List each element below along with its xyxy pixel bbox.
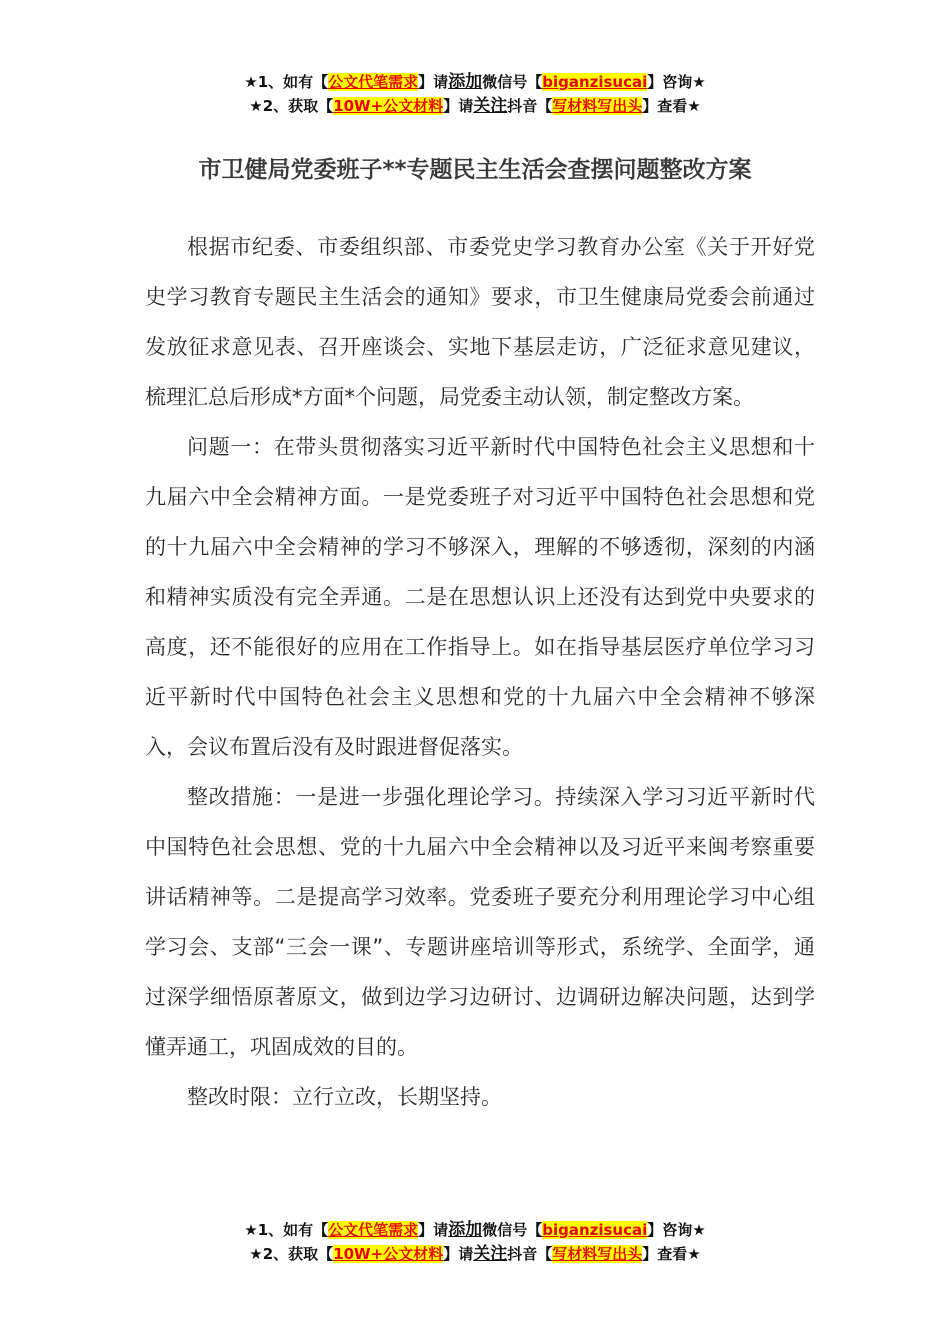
banner-text: 】请 — [418, 1221, 449, 1239]
highlight-wechat-id: biganzisucai — [542, 73, 648, 91]
highlight-wechat-id: biganzisucai — [542, 1221, 648, 1239]
top-banner — [0, 70, 950, 118]
emphasis-add: 添加 — [448, 72, 483, 92]
banner-text: 】查看★ — [642, 97, 701, 115]
highlight-douyin: 写材料写出头 — [552, 97, 643, 115]
highlight-douyin: 写材料写出头 — [552, 1245, 643, 1263]
paragraph-intro: 根据市纪委、市委组织部、市委党史学习教育办公室《关于开好党史学习教育专题民主生活会的通知》要求，市卫生健康局党委会前通过发放征求意见表、召开座谈会、实地下基层走访，广泛征求意见建议，梳理汇总后形成*方面*个问题，局党委主动认领，制定整改方案。 — [145, 235, 815, 409]
banner-text: 微信号【 — [482, 1221, 543, 1239]
highlight-service: 公文代笔需求 — [328, 1221, 419, 1239]
emphasis-follow: 关注 — [473, 1244, 508, 1264]
banner-line-1 — [0, 70, 950, 94]
paragraph-deadline: 整改时限：立行立改，长期坚持。 — [187, 1085, 502, 1109]
banner-text: 】咨询★ — [647, 1221, 706, 1239]
document-body — [145, 222, 815, 1122]
highlight-materials: 10W+公文材料 — [333, 97, 444, 115]
banner-text: 】请 — [418, 73, 449, 91]
banner-line-1 — [0, 1218, 950, 1242]
banner-text: ★2、获取【 — [249, 1245, 334, 1263]
highlight-service: 公文代笔需求 — [328, 73, 419, 91]
banner-text: 微信号【 — [482, 73, 543, 91]
paragraph-problem-one: 问题一：在带头贯彻落实习近平新时代中国特色社会主义思想和十九届六中全会精神方面。一是党委班子对习近平中国特色社会思想和党的十九届六中全会精神的学习不够深入，理解的不够透彻，深刻的内涵和精神实质没有完全弄通。二是在思想认识上还没有达到党中央要求的高度，还不能很好的应用在工作指导上。如在指导基层医疗单位学习习近平新时代中国特色社会主义思想和党的十九届六中全会精神不够深入，会议布置后没有及时跟进督促落实。 — [145, 435, 815, 759]
banner-text: 】咨询★ — [647, 73, 706, 91]
banner-line-2 — [0, 94, 950, 118]
banner-text: 】查看★ — [642, 1245, 701, 1263]
banner-line-2 — [0, 1242, 950, 1266]
banner-text: ★1、如有【 — [244, 1221, 329, 1239]
banner-text: 】请 — [443, 97, 474, 115]
banner-text: 】请 — [443, 1245, 474, 1263]
emphasis-follow: 关注 — [473, 96, 508, 116]
bottom-banner — [0, 1218, 950, 1266]
banner-text: 抖音【 — [507, 97, 553, 115]
banner-text: ★1、如有【 — [244, 73, 329, 91]
paragraph-measures: 整改措施：一是进一步强化理论学习。持续深入学习习近平新时代中国特色社会思想、党的十九届六中全会精神以及习近平来闽考察重要讲话精神等。二是提高学习效率。党委班子要充分利用理论学习中心组学习会、支部“三会一课”、专题讲座培训等形式，系统学、全面学，通过深学细悟原著原文，做到边学习边研讨、边调研边解决问题，达到学懂弄通工，巩固成效的目的。 — [145, 785, 815, 1059]
document-title: 市卫健局党委班子**专题民主生活会查摆问题整改方案 — [198, 157, 752, 183]
banner-text: ★2、获取【 — [249, 97, 334, 115]
highlight-materials: 10W+公文材料 — [333, 1245, 444, 1263]
emphasis-add: 添加 — [448, 1220, 483, 1240]
banner-text: 抖音【 — [507, 1245, 553, 1263]
